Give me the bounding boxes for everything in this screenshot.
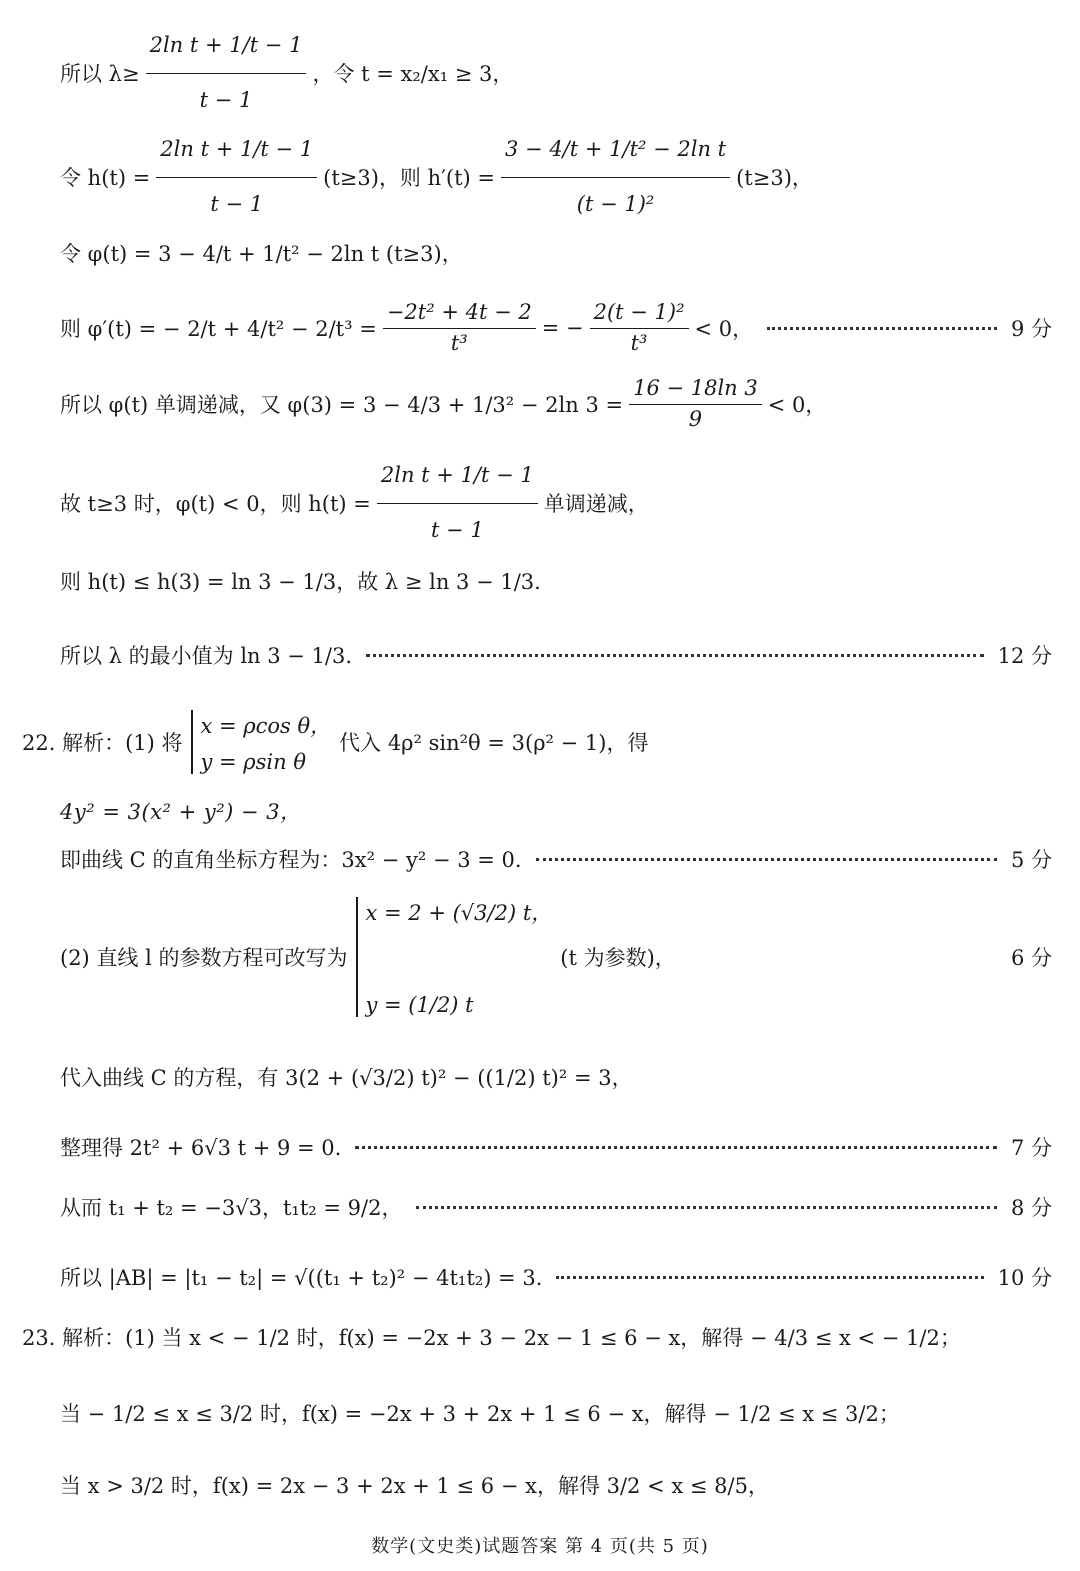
q23-line-3-text: 当 x > 3/2 时，f(x) = 2x − 3 + 2x + 1 ≤ 6 − x，解得 3/2 < x ≤ 8/5， (60, 1474, 769, 1498)
line-7 (60, 556, 1052, 606)
score-label: 9 分 (1010, 317, 1052, 341)
line-8-text: 所以 λ 的最小值为 ln 3 − 1/3. (60, 644, 353, 668)
line-1 (60, 33, 1052, 112)
fraction (377, 449, 538, 556)
q22-line-7-text: 从而 t₁ + t₂ = −3√3，t₁t₂ = 9/2， (60, 1196, 403, 1220)
line-5 (60, 372, 1052, 436)
system-eq-2: y = ρsin θ (200, 750, 306, 774)
line-6 (60, 458, 1052, 548)
q22-line-1-post: 代入 4ρ² sin²θ = 3(ρ² − 1)，得 (339, 731, 649, 755)
denominator: t³ (450, 330, 468, 355)
q23-line-2-text: 当 − 1/2 ≤ x ≤ 3/2 时，f(x) = −2x + 3 + 2x + 1 ≤ 6 − x，解得 − 1/2 ≤ x ≤ 3/2； (60, 1402, 900, 1426)
numerator: 2(t − 1)² (590, 300, 689, 328)
line-4-mid: = − (541, 316, 584, 340)
q22-line-8 (60, 1256, 1052, 1298)
line-6-post: 单调递减， (543, 492, 649, 516)
numerator: 2ln t + 1/t − 1 (156, 123, 317, 177)
line-5-post: < 0， (767, 393, 827, 417)
q22-line-6-text: 整理得 2t² + 6√3 t + 9 = 0. (60, 1136, 342, 1160)
line-2-mid: (t≥3)，则 h′(t) = (323, 166, 496, 190)
line-2 (60, 132, 1052, 222)
dot-leader (536, 858, 997, 861)
q22-line-3-text: 即曲线 C 的直角坐标方程为：3x² − y² − 3 = 0. (60, 848, 522, 872)
fraction (629, 376, 762, 431)
numerator: 3 − 4/t + 1/t² − 2ln t (501, 123, 730, 177)
q23-line-3 (60, 1460, 1052, 1510)
q22-line-4 (60, 894, 1052, 1020)
denominator: 9 (688, 406, 703, 431)
denominator: t − 1 (199, 87, 253, 112)
q22-line-5-text: 代入曲线 C 的方程，有 3(2 + (√3/2) t)² − ((1/2) t)² = 3， (60, 1066, 633, 1090)
line-4-post: < 0， (694, 317, 754, 341)
q22-equation: 4y² = 3(x² + y²) − 3， (60, 800, 302, 824)
q23-line-2 (60, 1388, 1052, 1438)
denominator: t − 1 (430, 517, 484, 542)
dot-leader (355, 1146, 997, 1149)
line-4 (60, 296, 1052, 360)
numerator: 16 − 18ln 3 (629, 376, 762, 404)
system-eq-1: x = ρcos θ， (200, 714, 332, 738)
line-7-text: 则 h(t) ≤ h(3) = ln 3 − 1/3，故 λ ≥ ln 3 − 1/3. (60, 570, 541, 594)
equation-system (191, 710, 332, 774)
score-label: 5 分 (1010, 848, 1052, 872)
line-6-pre: 故 t≥3 时，φ(t) < 0，则 h(t) = (60, 492, 371, 516)
dot-leader (366, 654, 984, 657)
q22-label: 22. 解析：(1) 将 (22, 731, 183, 755)
q22-line-5 (60, 1046, 1052, 1108)
denominator: (t − 1)² (576, 191, 655, 216)
q22-line-1 (22, 704, 1052, 780)
system-eq-2: y = (1/2) t (365, 993, 474, 1017)
line-3 (60, 230, 1052, 276)
q22-line-7 (60, 1182, 1052, 1232)
score-label: 8 分 (1010, 1196, 1052, 1220)
score-label: 6 分 (1010, 946, 1052, 970)
numerator: −2t² + 4t − 2 (383, 300, 536, 328)
line-1-pre: 所以 λ≥ (60, 62, 140, 86)
line-8 (60, 630, 1052, 680)
denominator: t³ (630, 330, 648, 355)
score-label: 10 分 (997, 1266, 1052, 1290)
score-label: 7 分 (1010, 1136, 1052, 1160)
fraction (590, 300, 689, 355)
fraction (146, 19, 307, 126)
q23-line-1-text: 23. 解析：(1) 当 x < − 1/2 时，f(x) = −2x + 3 − 2x − 1 ≤ 6 − x，解得 − 4/3 ≤ x < − 1/2； (22, 1326, 961, 1350)
line-1-post: ，令 t = x₂/x₁ ≥ 3， (312, 62, 514, 86)
fraction (383, 300, 536, 355)
line-2-post: (t≥3)， (736, 166, 813, 190)
system-eq-1: x = 2 + (√3/2) t， (365, 901, 553, 925)
line-4-pre: 则 φ′(t) = − 2/t + 4/t² − 2/t³ = (60, 317, 377, 341)
line-5-pre: 所以 φ(t) 单调递减，又 φ(3) = 3 − 4/3 + 1/3² − 2ln 3 = (60, 393, 624, 417)
q23-line-1 (22, 1312, 1052, 1362)
score-label: 12 分 (997, 644, 1052, 668)
q22-line-4-post: (t 为参数)， (560, 946, 676, 970)
q22-line-6 (60, 1126, 1052, 1168)
q22-line-3 (60, 838, 1052, 880)
line-2-pre: 令 h(t) = (60, 166, 151, 190)
page-footer: 数学(文史类)试题答案 第 4 页(共 5 页) (371, 1536, 709, 1557)
q22-line-2 (60, 790, 1052, 832)
line-3-text: 令 φ(t) = 3 − 4/t + 1/t² − 2ln t (t≥3)， (60, 242, 463, 266)
fraction (156, 123, 317, 230)
numerator: 2ln t + 1/t − 1 (146, 19, 307, 73)
dot-leader (556, 1276, 983, 1279)
numerator: 2ln t + 1/t − 1 (377, 449, 538, 503)
dot-leader (416, 1206, 997, 1209)
q22-line-4-pre: (2) 直线 l 的参数方程可改写为 (60, 946, 348, 970)
dot-leader (767, 327, 997, 330)
equation-system (356, 897, 553, 1017)
q22-line-8-text: 所以 |AB| = |t₁ − t₂| = √((t₁ + t₂)² − 4t₁t₂) = 3. (60, 1266, 543, 1290)
fraction (501, 123, 730, 230)
denominator: t − 1 (210, 191, 264, 216)
